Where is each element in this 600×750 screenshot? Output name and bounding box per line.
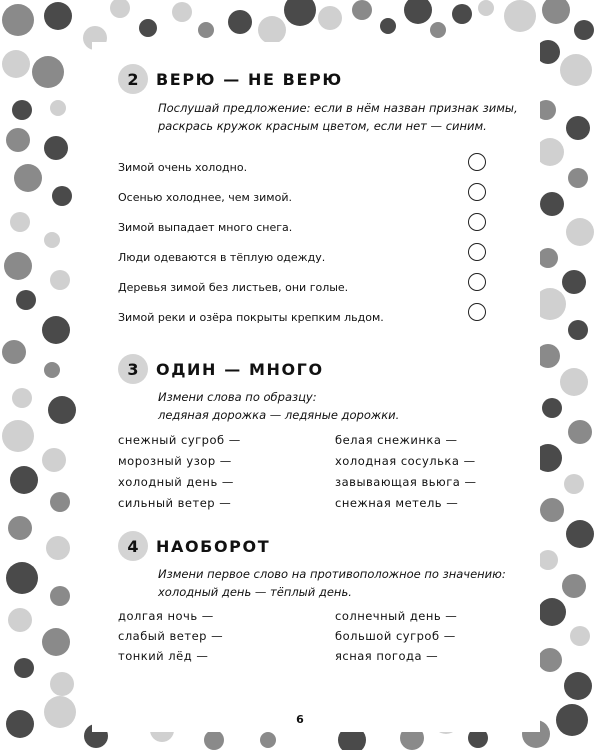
decorative-dot	[50, 492, 70, 512]
statement-text: Зимой очень холодно.	[118, 161, 248, 174]
decorative-dot	[560, 368, 588, 396]
phrase-item: морозный узор —	[118, 454, 232, 468]
decorative-dot	[6, 710, 34, 738]
decorative-dot	[50, 270, 70, 290]
decorative-dot	[380, 18, 396, 34]
decorative-dot	[46, 536, 70, 560]
decorative-dot	[540, 498, 564, 522]
answer-circle-5[interactable]	[468, 273, 486, 291]
answer-circle-3[interactable]	[468, 213, 486, 231]
decorative-dot	[44, 696, 76, 728]
decorative-dot	[50, 672, 74, 696]
decorative-dot	[560, 54, 592, 86]
decorative-dot	[574, 20, 594, 40]
decorative-dot	[4, 252, 32, 280]
section-3-instruction	[158, 388, 399, 424]
statement-text: Зимой реки и озёра покрыты крепким льдом.	[118, 311, 384, 324]
decorative-dot	[538, 550, 558, 570]
decorative-dot	[2, 50, 30, 78]
decorative-dot	[352, 0, 372, 20]
phrase-item: солнечный день —	[335, 609, 458, 623]
decorative-dot	[284, 0, 316, 26]
section-2-instruction-line1: Послушай предложение: если в нём назван признак зимы,	[158, 101, 518, 115]
decorative-dot	[404, 0, 432, 24]
phrase-item: тонкий лёд —	[118, 649, 209, 663]
section-3-number: 3	[118, 354, 148, 384]
decorative-dot	[260, 732, 276, 748]
section-4-instruction	[158, 565, 506, 601]
decorative-dot	[8, 516, 32, 540]
statement-text: Зимой выпадает много снега.	[118, 221, 293, 234]
decorative-dot	[10, 212, 30, 232]
decorative-dot	[32, 56, 64, 88]
decorative-dot	[50, 586, 70, 606]
decorative-dot	[318, 6, 342, 30]
answer-circle-1[interactable]	[468, 153, 486, 171]
decorative-dot	[44, 2, 72, 30]
phrase-item: ясная погода —	[335, 649, 439, 663]
decorative-dot	[204, 730, 224, 750]
decorative-dot	[568, 168, 588, 188]
section-4-instruction-line1: Измени первое слово на противоположное по значению:	[158, 567, 506, 581]
decorative-dot	[566, 116, 590, 140]
decorative-dot	[542, 398, 562, 418]
decorative-dot	[566, 520, 594, 548]
section-3-title: ОДИН — МНОГО	[156, 359, 324, 379]
section-4-number: 4	[118, 531, 148, 561]
section-4-instruction-line2: холодный день — тёплый день.	[158, 585, 352, 599]
decorative-dot	[556, 704, 588, 736]
phrase-item: сильный ветер —	[118, 496, 232, 510]
decorative-dot	[44, 136, 68, 160]
decorative-dot	[2, 4, 34, 36]
answer-circle-2[interactable]	[468, 183, 486, 201]
section-2-header	[118, 64, 343, 94]
page-number: 6	[285, 704, 315, 734]
decorative-dot	[538, 598, 566, 626]
decorative-dot	[10, 466, 38, 494]
decorative-dot	[2, 420, 34, 452]
section-4-header	[118, 531, 270, 561]
decorative-dot	[536, 138, 564, 166]
statement-text: Люди одеваются в тёплую одежду.	[118, 251, 326, 264]
decorative-dot	[50, 100, 66, 116]
phrase-item: снежная метель —	[335, 496, 459, 510]
decorative-dot	[42, 628, 70, 656]
decorative-dot	[12, 100, 32, 120]
decorative-dot	[504, 0, 536, 32]
answer-circle-6[interactable]	[468, 303, 486, 321]
section-3-instruction-line2: ледяная дорожка — ледяные дорожки.	[158, 408, 400, 422]
decorative-dot	[538, 248, 558, 268]
decorative-dot	[42, 448, 66, 472]
section-3-header	[118, 354, 324, 384]
phrase-item: холодная сосулька —	[335, 454, 476, 468]
statement-text: Осенью холоднее, чем зимой.	[118, 191, 292, 204]
phrase-item: холодный день —	[118, 475, 234, 489]
section-3-instruction-line1: Измени слова по образцу:	[158, 390, 317, 404]
decorative-dot	[172, 2, 192, 22]
decorative-dot	[14, 658, 34, 678]
answer-circle-4[interactable]	[468, 243, 486, 261]
decorative-dot	[564, 474, 584, 494]
phrase-item: слабый ветер —	[118, 629, 224, 643]
decorative-dot	[430, 22, 446, 38]
decorative-dot	[570, 626, 590, 646]
decorative-dot	[48, 396, 76, 424]
decorative-dot	[198, 22, 214, 38]
phrase-item: долгая ночь —	[118, 609, 214, 623]
phrase-item: снежный сугроб —	[118, 433, 241, 447]
decorative-dot	[568, 320, 588, 340]
section-2-instruction-line2: раскрась кружок красным цветом, если нет — синим.	[158, 119, 487, 133]
decorative-dot	[538, 648, 562, 672]
decorative-dot	[8, 608, 32, 632]
section-2-number: 2	[118, 64, 148, 94]
decorative-dot	[568, 420, 592, 444]
decorative-dot	[478, 0, 494, 16]
decorative-dot	[562, 574, 586, 598]
phrase-item: белая снежинка —	[335, 433, 458, 447]
decorative-dot	[44, 362, 60, 378]
decorative-dot	[540, 192, 564, 216]
phrase-item: завывающая вьюга —	[335, 475, 477, 489]
decorative-dot	[139, 19, 157, 37]
decorative-dot	[2, 340, 26, 364]
section-2-instruction	[158, 99, 518, 135]
decorative-dot	[16, 290, 36, 310]
decorative-dot	[566, 218, 594, 246]
section-2-title: ВЕРЮ — НЕ ВЕРЮ	[156, 69, 343, 89]
decorative-dot	[6, 562, 38, 594]
decorative-dot	[110, 0, 130, 18]
decorative-dot	[562, 270, 586, 294]
phrase-item: большой сугроб —	[335, 629, 456, 643]
decorative-dot	[12, 388, 32, 408]
decorative-dot	[52, 186, 72, 206]
decorative-dot	[6, 128, 30, 152]
statement-text: Деревья зимой без листьев, они голые.	[118, 281, 349, 294]
decorative-dot	[228, 10, 252, 34]
decorative-dot	[452, 4, 472, 24]
decorative-dot	[258, 16, 286, 44]
decorative-dot	[542, 0, 570, 24]
decorative-dot	[564, 672, 592, 700]
section-4-title: НАОБОРОТ	[156, 536, 271, 556]
decorative-dot	[44, 232, 60, 248]
decorative-dot	[14, 164, 42, 192]
decorative-dot	[42, 316, 70, 344]
